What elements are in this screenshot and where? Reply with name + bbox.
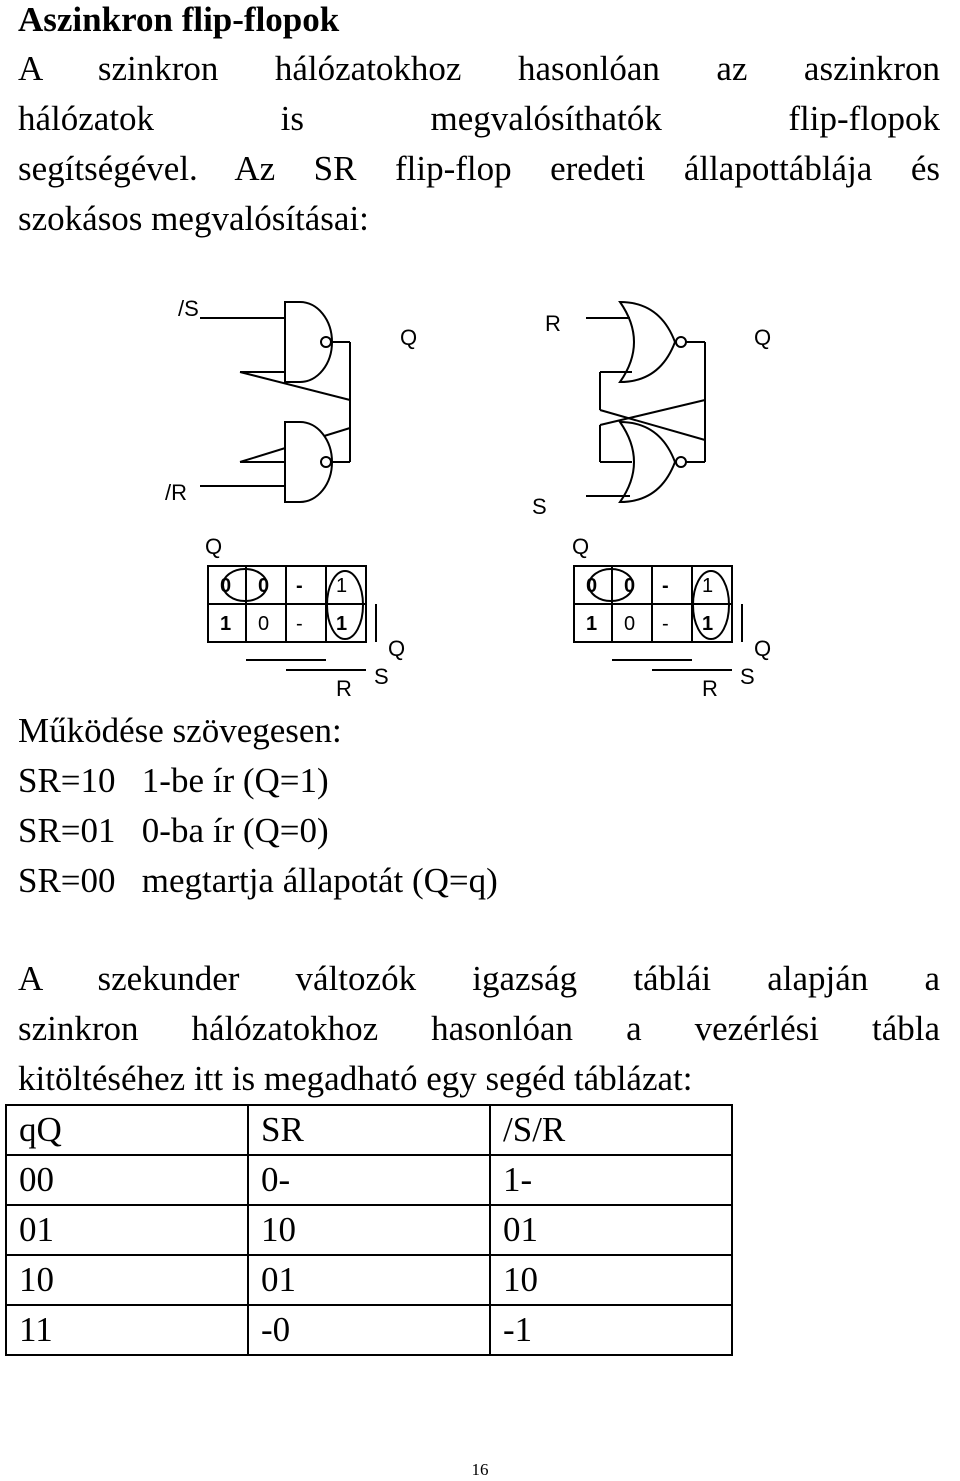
table-header-cell: /S/R <box>490 1105 732 1155</box>
table-row <box>6 1155 732 1205</box>
intro-line: hálózatok is megvalósíthatók flip-flopok <box>18 99 940 138</box>
kmap-cell: 1 <box>220 613 232 635</box>
kmap-cell: 0 <box>586 575 598 597</box>
table-cell: -1 <box>490 1305 732 1355</box>
nor-input-top-label: R <box>545 311 561 336</box>
kmap-cell: - <box>296 575 303 597</box>
table-cell: 01 <box>6 1205 248 1255</box>
table-cell: 10 <box>6 1255 248 1305</box>
nand-inverter-bubble <box>321 457 331 467</box>
table-cell: -0 <box>248 1305 490 1355</box>
nand-input-top-label: /S <box>178 296 199 321</box>
table-row <box>6 1205 732 1255</box>
table-cell: 00 <box>6 1155 248 1205</box>
nand-input-bottom-label: /R <box>165 480 187 505</box>
table-cell: 11 <box>6 1305 248 1355</box>
table-cell: 01 <box>248 1255 490 1305</box>
nor-output-label: Q <box>754 325 772 350</box>
table-cell: 10 <box>248 1205 490 1255</box>
kmap-cell: 1 <box>336 575 348 597</box>
kmap-q-side: Q <box>388 636 406 661</box>
kmap-cell: 0 <box>624 613 636 635</box>
kmap-q-side: Q <box>754 636 772 661</box>
table-header-cell: qQ <box>6 1105 248 1155</box>
kmap-s-label: S <box>374 664 389 689</box>
kmap-cell: 0 <box>624 575 636 597</box>
nand-inverter-bubble <box>321 337 331 347</box>
kmap-r-label: R <box>336 676 352 701</box>
secondary-line: szinkron hálózatokhoz hasonlóan a vezérlési tábla <box>18 1009 940 1048</box>
table-row <box>6 1255 732 1305</box>
kmap-cell: 1 <box>702 575 714 597</box>
table-cell: 10 <box>490 1255 732 1305</box>
kmap-cell: 1 <box>702 613 714 635</box>
operation-row: SR=01 0-ba ír (Q=0) <box>18 811 329 850</box>
page-number: 16 <box>471 1460 489 1479</box>
nor-input-bottom-label: S <box>532 494 547 519</box>
intro-paragraph <box>18 44 940 244</box>
secondary-paragraph <box>18 954 940 1104</box>
kmap-cell: - <box>296 613 303 635</box>
helper-table <box>5 1104 733 1356</box>
intro-line: segítségével. Az SR flip-flop eredeti állapottáblája és <box>18 149 940 188</box>
intro-line: A szinkron hálózatokhoz hasonlóan az aszinkron <box>18 49 940 88</box>
kmap-cell: 1 <box>336 613 348 635</box>
nor-latch <box>586 302 705 502</box>
kmap-cell: 0 <box>258 575 270 597</box>
kmap-cell: 1 <box>586 613 598 635</box>
kmap-r-label: R <box>702 676 718 701</box>
kmap-cell: - <box>662 613 669 635</box>
table-cell: 1- <box>490 1155 732 1205</box>
kmap-q-label: Q <box>572 534 590 559</box>
secondary-line: A szekunder változók igazság táblái alapján a <box>18 959 940 998</box>
operation-row: SR=10 1-be ír (Q=1) <box>18 761 329 800</box>
intro-line: szokásos megvalósításai: <box>18 199 369 238</box>
kmap-cell: 0 <box>258 613 270 635</box>
operation-row: SR=00 megtartja állapotát (Q=q) <box>18 861 498 900</box>
kmap-left <box>205 534 405 701</box>
kmap-cell: 0 <box>220 575 232 597</box>
table-header-cell: SR <box>248 1105 490 1155</box>
kmap-right <box>572 534 771 701</box>
nand-output-label: Q <box>400 325 418 350</box>
kmap-s-label: S <box>740 664 755 689</box>
flip-flop-diagram <box>0 280 960 710</box>
operation-heading: Működése szövegesen: <box>18 711 342 750</box>
kmap-cell: - <box>662 575 669 597</box>
kmap-q-label: Q <box>205 534 223 559</box>
secondary-line: kitöltéséhez itt is megadható egy segéd táblázat: <box>18 1059 693 1098</box>
table-header-row <box>6 1105 732 1155</box>
table-cell: 0- <box>248 1155 490 1205</box>
table-row <box>6 1305 732 1355</box>
nor-gate-top <box>620 302 675 382</box>
nand-latch <box>200 302 350 502</box>
section-title: Aszinkron flip-flopok <box>18 0 340 39</box>
table-cell: 01 <box>490 1205 732 1255</box>
